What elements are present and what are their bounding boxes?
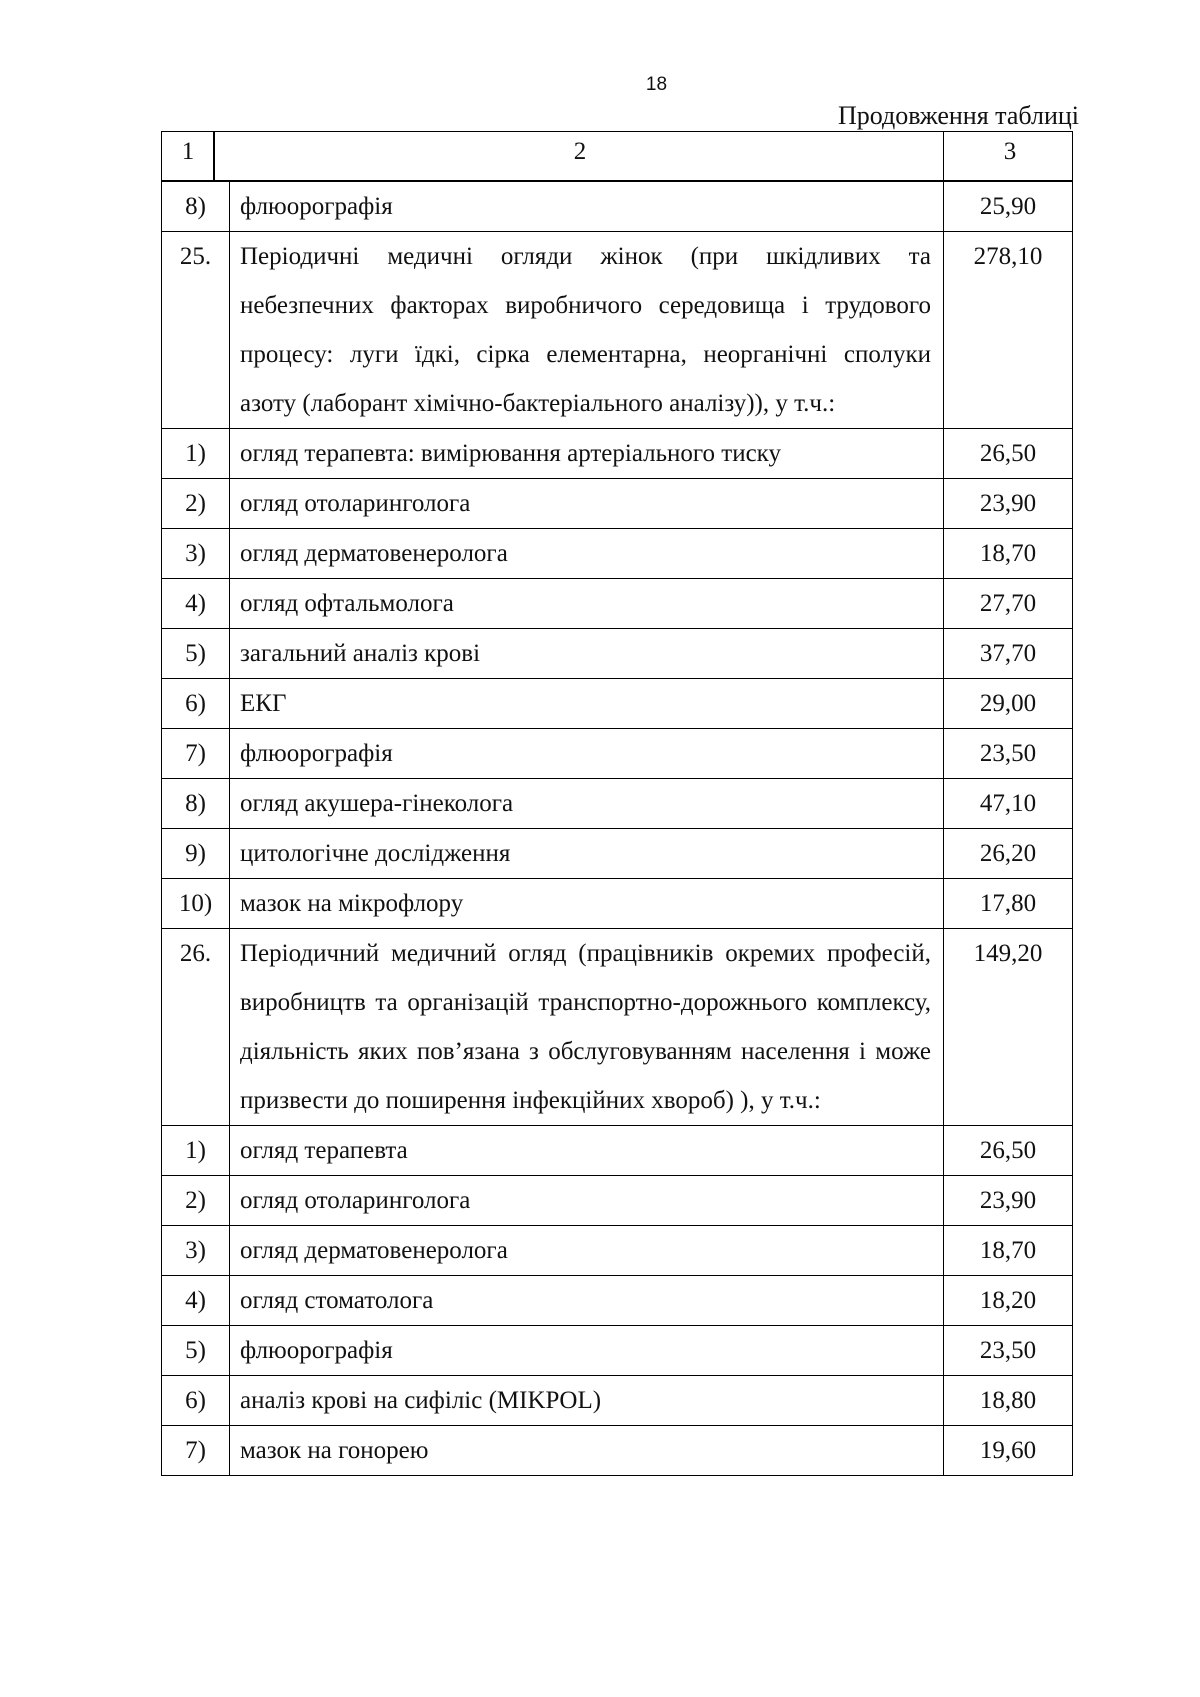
row-price-cell: 26,50: [944, 1126, 1073, 1176]
row-number-cell: 2): [162, 1176, 230, 1226]
row-number-cell: 1): [162, 1126, 230, 1176]
row-price-cell: 23,90: [944, 1176, 1073, 1226]
row-description-cell: флюорографія: [230, 182, 944, 232]
row-number-cell: 4): [162, 579, 230, 629]
row-description-cell: огляд терапевта: [230, 1126, 944, 1176]
table-row: [162, 1426, 1073, 1476]
row-price-cell: 18,70: [944, 529, 1073, 579]
table-header: [161, 131, 1073, 181]
table-row: [162, 429, 1073, 479]
row-price-cell: 29,00: [944, 679, 1073, 729]
table-row: [162, 1376, 1073, 1426]
table-row: [162, 1326, 1073, 1376]
row-price-cell: 26,50: [944, 429, 1073, 479]
continuation-label: Продовження таблиці: [837, 101, 1079, 130]
table-row: [162, 879, 1073, 929]
row-price-cell: 26,20: [944, 829, 1073, 879]
table-row: [162, 1226, 1073, 1276]
row-price-cell: 278,10: [944, 232, 1073, 429]
row-description-cell: огляд отоларинголога: [230, 1176, 944, 1226]
row-description-cell: цитологічне дослідження: [230, 829, 944, 879]
table-row: [162, 479, 1073, 529]
row-number-cell: 5): [162, 1326, 230, 1376]
table-row: [162, 829, 1073, 879]
row-price-cell: 37,70: [944, 629, 1073, 679]
row-number-cell: 3): [162, 1226, 230, 1276]
table-row: [162, 1176, 1073, 1226]
row-price-cell: 23,50: [944, 1326, 1073, 1376]
table-row: [162, 729, 1073, 779]
row-price-cell: 47,10: [944, 779, 1073, 829]
row-number-cell: 2): [162, 479, 230, 529]
table-row: [162, 579, 1073, 629]
row-number-cell: 7): [162, 1426, 230, 1476]
price-table: [161, 181, 1073, 1476]
row-description-cell: огляд стоматолога: [230, 1276, 944, 1326]
table-row: [162, 929, 1073, 1126]
page-number: 18: [645, 74, 668, 95]
table-row: [162, 182, 1073, 232]
row-number-cell: 5): [162, 629, 230, 679]
header-col-2: 2: [573, 138, 587, 165]
row-number-cell: 26.: [162, 929, 230, 1126]
row-number-cell: 9): [162, 829, 230, 879]
table-row: [162, 679, 1073, 729]
table-row: [162, 1276, 1073, 1326]
row-number-cell: 3): [162, 529, 230, 579]
row-number-cell: 4): [162, 1276, 230, 1326]
row-description-cell: огляд дерматовенеролога: [230, 529, 944, 579]
row-price-cell: 149,20: [944, 929, 1073, 1126]
row-description-cell: флюорографія: [230, 729, 944, 779]
table-row: [162, 629, 1073, 679]
row-description-cell: огляд дерматовенеролога: [230, 1226, 944, 1276]
price-table-body: [162, 182, 1073, 1476]
table-row: [162, 1126, 1073, 1176]
row-description-cell: огляд терапевта: вимірювання артеріального тиску: [230, 429, 944, 479]
row-description-cell: загальний аналіз крові: [230, 629, 944, 679]
row-number-cell: 6): [162, 679, 230, 729]
row-description-cell: аналіз крові на сифіліс (MIKPOL): [230, 1376, 944, 1426]
row-description-cell: мазок на гонорею: [230, 1426, 944, 1476]
row-description-cell: огляд акушера-гінеколога: [230, 779, 944, 829]
row-number-cell: 8): [162, 182, 230, 232]
row-number-cell: 1): [162, 429, 230, 479]
row-description-cell: огляд отоларинголога: [230, 479, 944, 529]
row-price-cell: 19,60: [944, 1426, 1073, 1476]
header-col-1: 1: [181, 138, 195, 165]
row-price-cell: 18,70: [944, 1226, 1073, 1276]
row-description-cell: мазок на мікрофлору: [230, 879, 944, 929]
row-price-cell: 23,90: [944, 479, 1073, 529]
row-price-cell: 17,80: [944, 879, 1073, 929]
row-number-cell: 25.: [162, 232, 230, 429]
row-description-cell: Періодичний медичний огляд (працівників окремих професій, виробництв та організацій транспортно-дорожнього комплексу, діяльність яких пов’язана з обслуговуванням населення і може призвести до поширення інфекційних хвороб) ), у т.ч.:: [230, 929, 944, 1126]
table-row: [162, 232, 1073, 429]
row-description-cell: Періодичні медичні огляди жінок (при шкідливих та небезпечних факторах виробничого середовища і трудового процесу: луги їдкі, сірка елементарна, неорганічні сполуки азоту (лаборант хімічно-бактеріального аналізу)), у т.ч.:: [230, 232, 944, 429]
row-price-cell: 27,70: [944, 579, 1073, 629]
row-price-cell: 23,50: [944, 729, 1073, 779]
row-number-cell: 10): [162, 879, 230, 929]
header-col-3: 3: [1003, 138, 1017, 165]
row-price-cell: 25,90: [944, 182, 1073, 232]
row-description-cell: огляд офтальмолога: [230, 579, 944, 629]
row-number-cell: 8): [162, 779, 230, 829]
table-row: [162, 529, 1073, 579]
row-number-cell: 6): [162, 1376, 230, 1426]
row-description-cell: флюорографія: [230, 1326, 944, 1376]
table-row: [162, 779, 1073, 829]
row-price-cell: 18,20: [944, 1276, 1073, 1326]
row-description-cell: ЕКГ: [230, 679, 944, 729]
row-price-cell: 18,80: [944, 1376, 1073, 1426]
row-number-cell: 7): [162, 729, 230, 779]
